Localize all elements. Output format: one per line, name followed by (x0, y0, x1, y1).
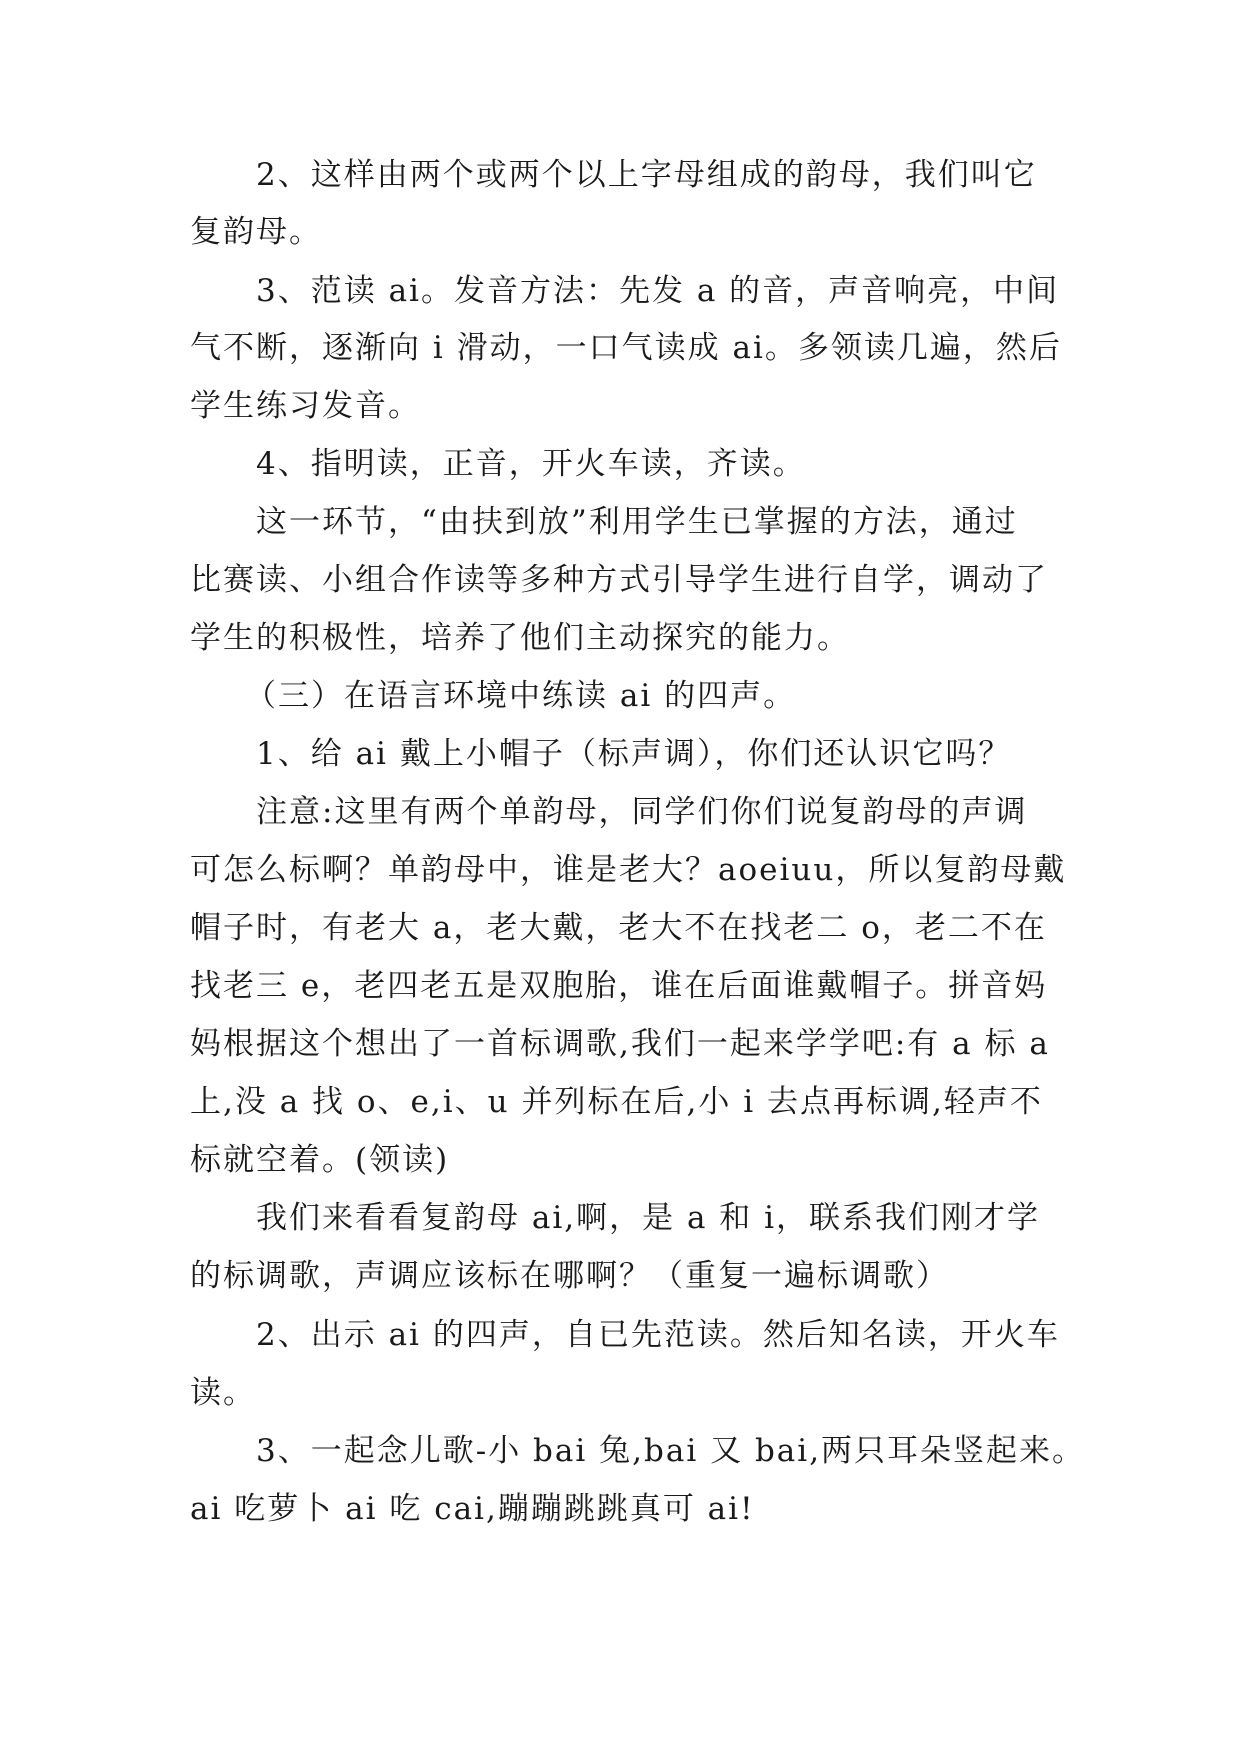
section-heading: （三）在语言环境中练读 ai 的四声。 (245, 678, 797, 714)
text-line-14: 帽子时，有老大 a，老大戴，老大不在找老二 o，老二不在 (190, 910, 1047, 946)
text-line-5: 学生练习发音。 (190, 388, 421, 424)
text-line-22: 读。 (190, 1375, 256, 1411)
text-line-7: 这一环节，“由扶到放”利用学生已掌握的方法，通过 (256, 504, 1018, 540)
text-line-23: 3、一起念儿歌-小 bai 兔,bai 又 bai,两只耳朵竖起来。 (256, 1433, 1086, 1469)
text-line-16: 妈根据这个想出了一首标调歌,我们一起来学学吧:有 a 标 a (190, 1026, 1050, 1062)
text-line-13: 可怎么标啊？单韵母中，谁是老大？aoeiuu，所以复韵母戴 (190, 852, 1067, 888)
text-line-20: 的标调歌，声调应该标在哪啊？（重复一遍标调歌） (190, 1258, 949, 1294)
text-line-9: 学生的积极性，培养了他们主动探究的能力。 (190, 620, 850, 656)
text-line-8: 比赛读、小组合作读等多种方式引导学生进行自学，调动了 (190, 562, 1048, 598)
text-line-12: 注意:这里有两个单韵母，同学们你们说复韵母的声调 (256, 794, 1028, 830)
text-line-18: 标就空着。(领读) (190, 1142, 450, 1178)
text-line-3: 3、范读 ai。发音方法：先发 a 的音，声音响亮，中间 (256, 273, 1060, 309)
text-line-19: 我们来看看复韵母 ai,啊，是 a 和 i，联系我们刚才学 (256, 1200, 1041, 1236)
text-line-21: 2、出示 ai 的四声，自已先范读。然后知名读，开火车 (256, 1317, 1060, 1353)
text-line-24: ai 吃萝卜 ai 吃 cai,蹦蹦跳跳真可 ai! (190, 1491, 755, 1527)
text-line-11: 1、给 ai 戴上小帽子（标声调），你们还认识它吗？ (256, 736, 1012, 772)
text-line-4: 气不断，逐渐向 i 滑动，一口气读成 ai。多领读几遍，然后 (190, 330, 1062, 366)
text-line-6: 4、指明读，正音，开火车读，齐读。 (256, 446, 806, 482)
text-line-1: 2、这样由两个或两个以上字母组成的韵母，我们叫它 (256, 157, 1037, 193)
text-line-2: 复韵母。 (190, 214, 322, 250)
text-line-17: 上,没 a 找 o、e,i、u 并列标在后,小 i 去点再标调,轻声不 (190, 1084, 1043, 1120)
text-line-15: 找老三 e，老四老五是双胞胎，谁在后面谁戴帽子。拼音妈 (190, 968, 1048, 1004)
